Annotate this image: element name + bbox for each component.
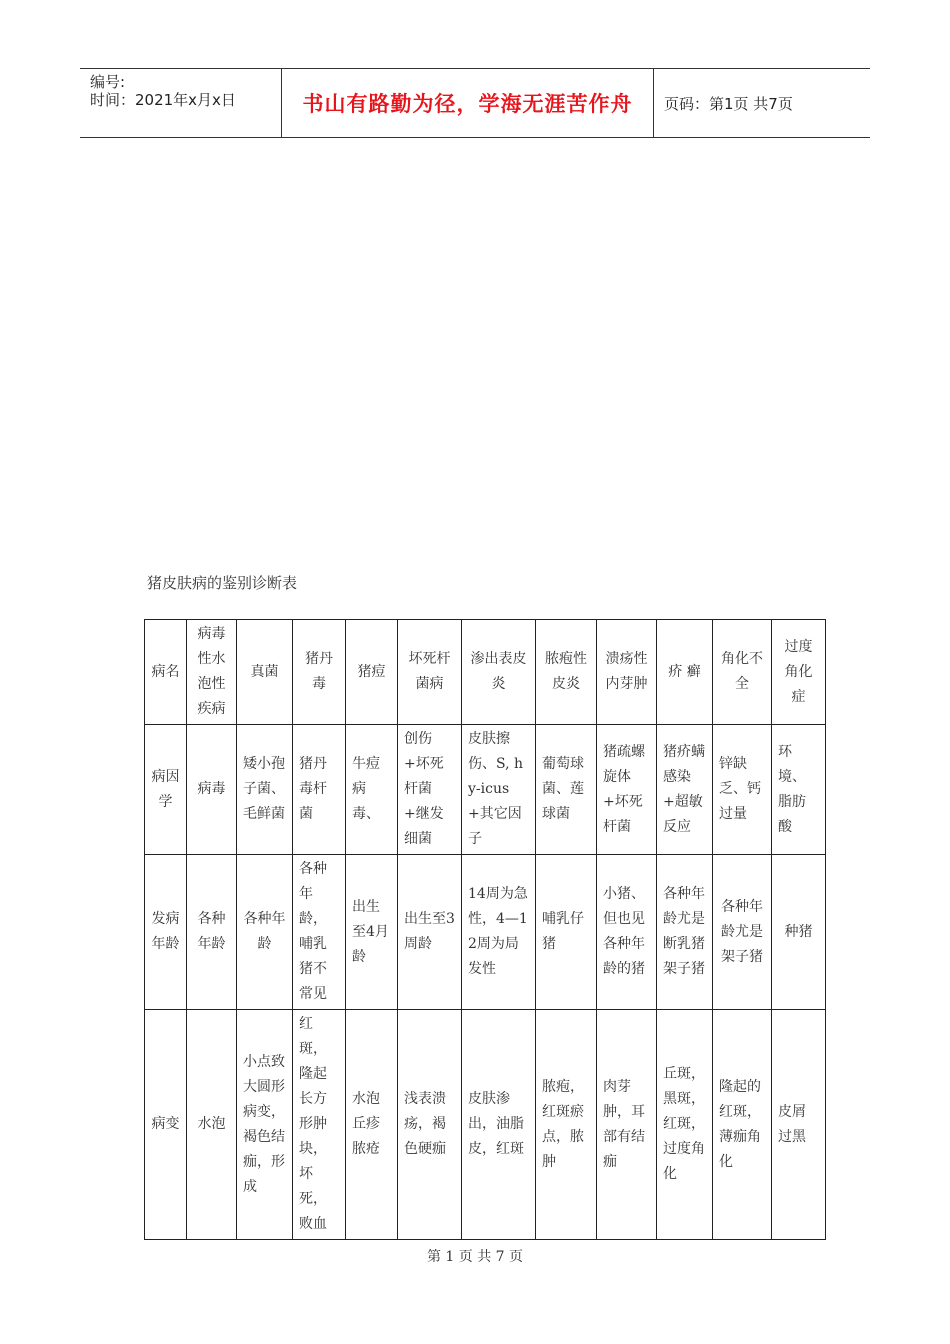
table-cell: 出生至4月龄	[346, 855, 398, 1010]
table-cell: 14周为急性，4—12周为局发性	[462, 855, 536, 1010]
table-caption: 猪皮肤病的鉴别诊断表	[147, 574, 298, 592]
table-cell: 各种年龄	[187, 855, 237, 1010]
document-header	[80, 68, 870, 138]
column-header-cell: 脓疱性皮炎	[536, 620, 597, 725]
table-cell: 各种年龄尤是断乳猪架子猪	[657, 855, 713, 1010]
header-divider	[653, 69, 654, 137]
table-cell: 病毒	[187, 725, 237, 855]
table-cell: 创伤+坏死杆菌+继发细菌	[398, 725, 462, 855]
table-cell: 猪疏螺旋体+坏死杆菌	[597, 725, 657, 855]
table-cell: 脓疱，红斑瘀点，脓肿	[536, 1010, 597, 1240]
table-cell: 红斑，隆起长方形肿块，坏死，败血	[293, 1010, 346, 1240]
header-meta	[90, 69, 280, 137]
header-motto: 书山有路勤为径，学海无涯苦作舟	[302, 92, 633, 116]
row-label-cell: 发病年龄	[145, 855, 187, 1010]
table-cell: 葡萄球菌、莲球菌	[536, 725, 597, 855]
column-header-cell: 角化不全	[713, 620, 772, 725]
column-header-cell: 猪痘	[346, 620, 398, 725]
column-header-cell: 过度角化症	[772, 620, 826, 725]
table-cell: 猪疥螨感染+超敏反应	[657, 725, 713, 855]
table-cell: 皮肤擦伤、S, hy-icus+其它因子	[462, 725, 536, 855]
table-cell: 小点致大圆形病变，褐色结痂，形成	[237, 1010, 293, 1240]
table-cell: 水泡丘疹脓疮	[346, 1010, 398, 1240]
table-cell: 隆起的红斑，薄痂角化	[713, 1010, 772, 1240]
header-page-label: 页码：第1页 共7页	[664, 94, 793, 113]
table-cell: 哺乳仔猪	[536, 855, 597, 1010]
document-number-label: 编号:	[90, 73, 126, 91]
table-cell: 出生至3周龄	[398, 855, 462, 1010]
column-header-cell: 渗出表皮炎	[462, 620, 536, 725]
table-cell: 猪丹毒杆菌	[293, 725, 346, 855]
row-label-cell: 病名	[145, 620, 187, 725]
table-cell: 牛痘病毒、	[346, 725, 398, 855]
table-cell: 丘斑，黑斑，红斑，过度角化	[657, 1010, 713, 1240]
table-cell: 皮肤渗出，油脂皮，红斑	[462, 1010, 536, 1240]
column-header-cell: 坏死杆菌病	[398, 620, 462, 725]
table-row	[145, 725, 826, 855]
table-cell: 小猪、但也见各种年龄的猪	[597, 855, 657, 1010]
table-cell: 各种年龄尤是架子猪	[713, 855, 772, 1010]
row-label-cell: 病因学	[145, 725, 187, 855]
page-footer: 第 1 页 共 7 页	[426, 1249, 524, 1265]
column-header-cell: 真菌	[237, 620, 293, 725]
column-header-cell: 疥 癣	[657, 620, 713, 725]
row-label-cell: 病变	[145, 1010, 187, 1240]
table-cell: 肉芽肿，耳部有结痂	[597, 1010, 657, 1240]
table-cell: 矮小孢子菌、毛鲜菌	[237, 725, 293, 855]
table-cell: 水泡	[187, 1010, 237, 1240]
table-cell: 皮屑过黑	[772, 1010, 826, 1240]
table-cell: 锌缺乏、钙过量	[713, 725, 772, 855]
column-header-cell: 猪丹毒	[293, 620, 346, 725]
document-time-label: 时间：2021年x月x日	[90, 91, 236, 109]
column-header-cell: 病毒性水泡性疾病	[187, 620, 237, 725]
table-row	[145, 855, 826, 1010]
table-cell: 环境、脂肪酸	[772, 725, 826, 855]
table-cell: 浅表溃疡，褐色硬痂	[398, 1010, 462, 1240]
table-cell: 各种年龄，哺乳猪不常见	[293, 855, 346, 1010]
table-cell: 各种年龄	[237, 855, 293, 1010]
table-cell: 种猪	[772, 855, 826, 1010]
diagnosis-table	[144, 619, 826, 1240]
column-header-cell: 溃疡性内芽肿	[597, 620, 657, 725]
table-header-row	[145, 620, 826, 725]
table-row	[145, 1010, 826, 1240]
